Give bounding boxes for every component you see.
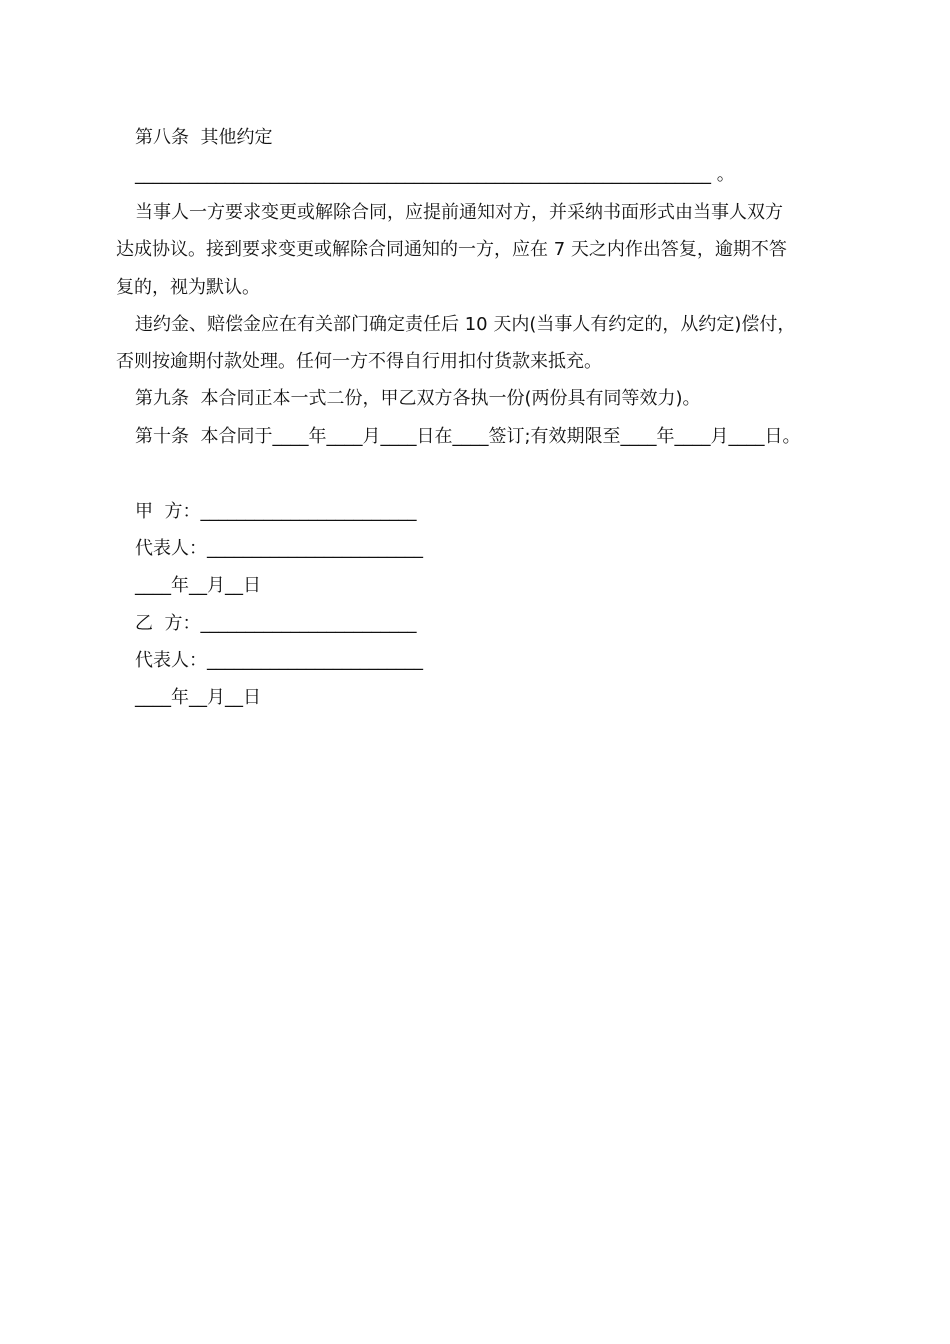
article-9: 第九条 本合同正本一式二份，甲乙双方各执一份(两份具有同等效力)。 <box>135 388 701 409</box>
paragraph-penalty-line-1: 违约金、赔偿金应在有关部门确定责任后 10 天内(当事人有约定的，从约定)偿付， <box>135 314 796 335</box>
party-a-signature: 甲 方：________________________ <box>135 501 417 522</box>
article-10: 第十条 本合同于____年____月____日在____签订;有效期限至____年____月____日。 <box>135 426 801 447</box>
article-8-heading: 第八条 其他约定 <box>135 127 273 148</box>
party-b-representative: 代表人：________________________ <box>135 650 423 671</box>
paragraph-change-line-3: 复的，视为默认。 <box>116 277 260 298</box>
party-b-date: ____年__月__日 <box>135 687 261 708</box>
paragraph-change-line-2: 达成协议。接到要求变更或解除合同通知的一方，应在 7 天之内作出答复，逾期不答 <box>116 239 787 260</box>
party-a-representative: 代表人：________________________ <box>135 538 423 559</box>
party-a-date: ____年__月__日 <box>135 575 261 596</box>
paragraph-penalty-line-2: 否则按逾期付款处理。任何一方不得自行用扣付货款来抵充。 <box>116 351 602 372</box>
paragraph-change-line-1: 当事人一方要求变更或解除合同，应提前通知对方，并采纳书面形式由当事人双方 <box>135 202 783 223</box>
article-8-blank-line: ________________________________________________________________ 。 <box>135 164 735 185</box>
party-b-signature: 乙 方：________________________ <box>135 613 417 634</box>
